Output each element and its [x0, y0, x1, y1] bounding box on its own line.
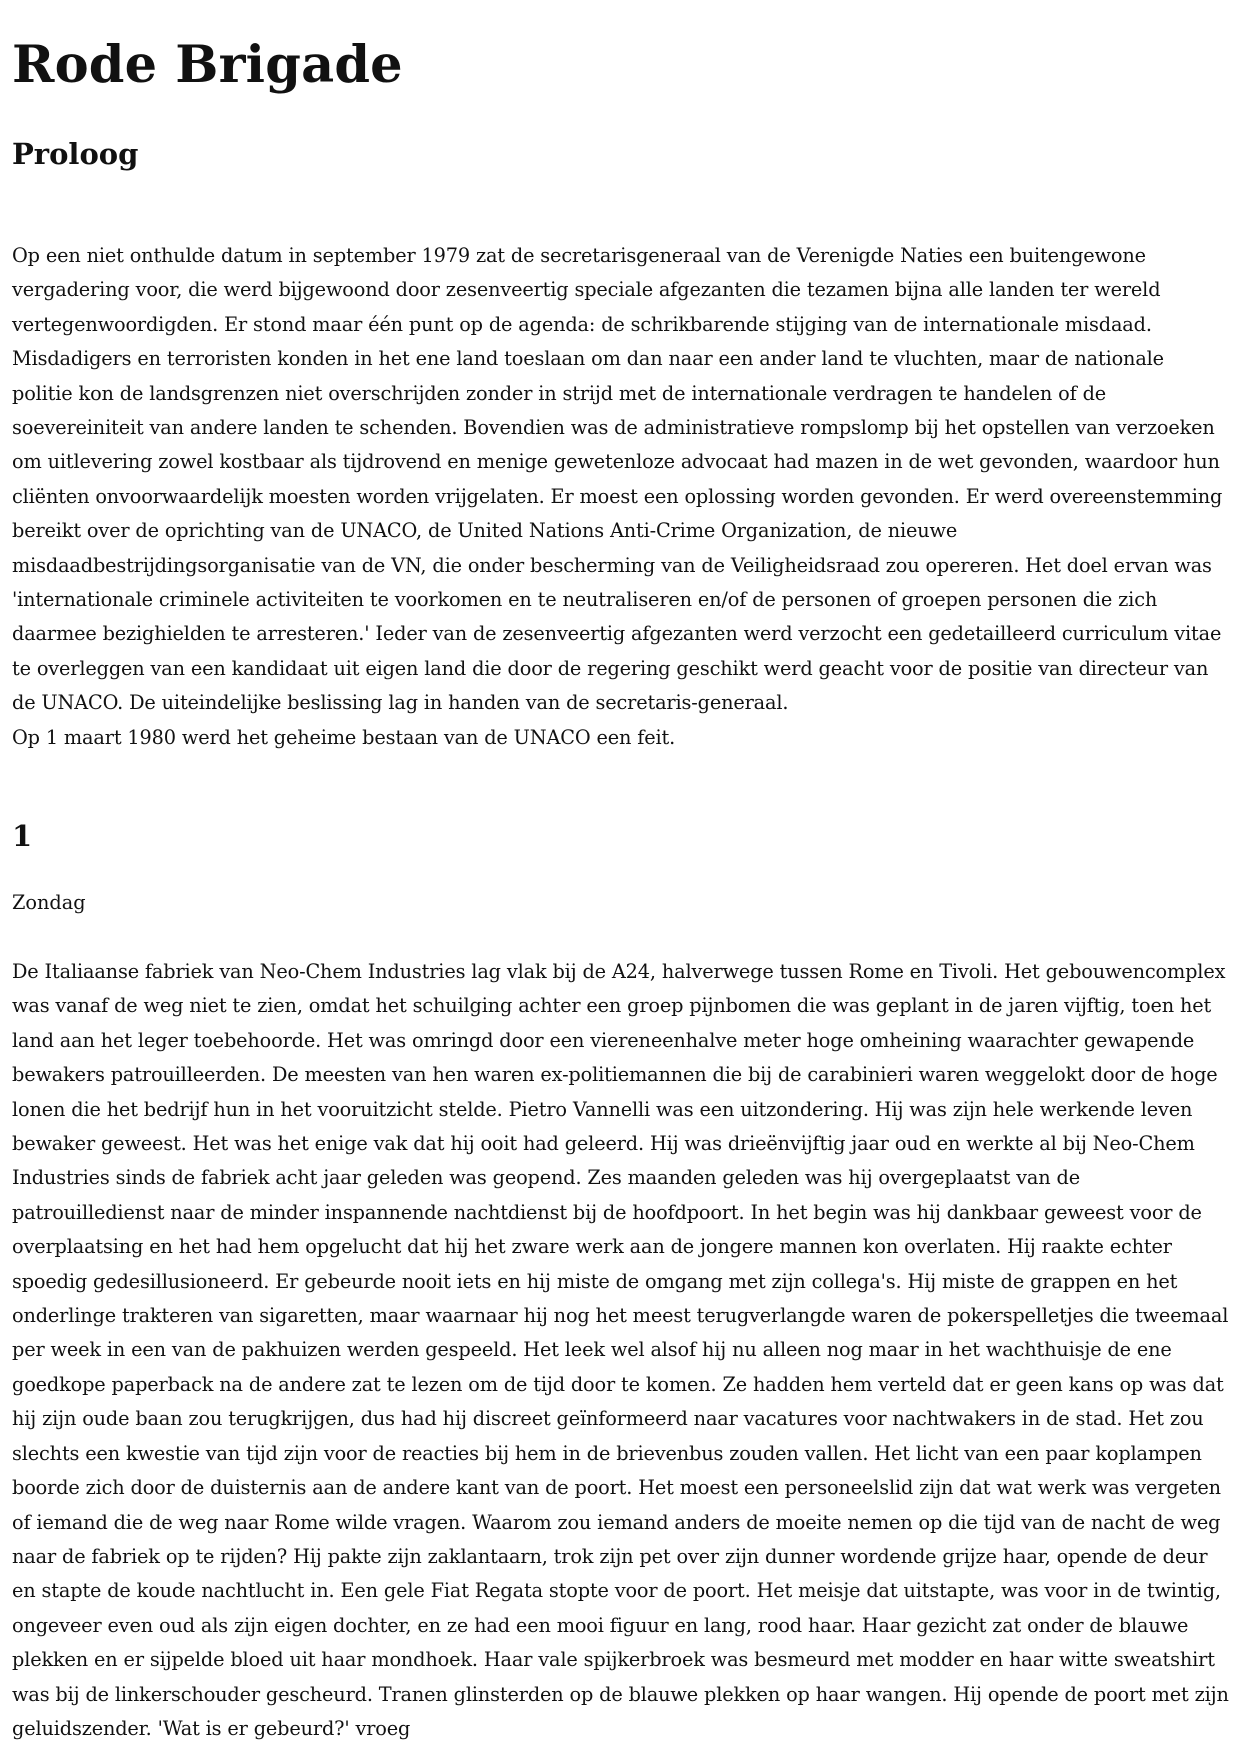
document-title: Rode Brigade	[12, 35, 403, 95]
prologue-paragraph: Op een niet onthulde datum in september 1979 zat de secretarisgeneraal van de Verenigde Naties een buitengewone vergadering voor, die werd bijgewoond door zesenveertig speciale afgezanten die tezamen bijna alle landen ter wereld vertegenwoordigden. Er stond maar één punt op de agenda: de schrikbarende stijging van de internationale misdaad. Misdadigers en terroristen konden in het ene land toeslaan om dan naar een ander land te vluchten, maar de nationale politie kon de landsgrenzen niet overschrijden zonder in strijd met de internationale verdragen te handelen of de soevereiniteit van andere landen te schenden. Bovendien was de administratieve rompslomp bij het opstellen van verzoeken om uitlevering zowel kostbaar als tijdrovend en menige gewetenloze advocaat had mazen in de wet gevonden, waardoor hun cliënten onvoorwaardelijk moesten worden vrijgelaten. Er moest een oplossing worden gevonden. Er werd overeenstemming bereikt over de oprichting van de UNACO, de United Nations Anti-Crime Organization, de nieuwe misdaadbestrijdingsorganisatie van de VN, die onder bescherming van de Veiligheidsraad zou opereren. Het doel ervan was 'internationale criminele activiteiten te voorkomen en te neutraliseren en/of de personen of groepen personen die zich daarmee bezighielden te arresteren.' Ieder van de zesenveertig afgezanten werd verzocht een gedetailleerd curriculum vitae te overleggen van een kandidaat uit eigen land die door de regering geschikt werd geacht voor de positie van directeur van de UNACO. De uiteindelijke beslissing lag in handen van de secretaris-generaal.	[12, 244, 1223, 715]
chapter-day: Zondag	[12, 891, 86, 914]
chapter-paragraph: De Italiaanse fabriek van Neo-Chem Industries lag vlak bij de A24, halverwege tussen Rome en Tivoli. Het gebouwencomplex was vanaf de weg niet te zien, omdat het schuilging achter een groep pijnbomen die was geplant in de jaren vijftig, toen het land aan het leger toebehoorde. Het was omringd door een viereneenhalve meter hoge omheining waarachter gewapende bewakers patrouilleerden. De meesten van hen waren ex-politiemannen die bij de carabinieri waren weggelokt door de hoge lonen die het bedrijf hun in het vooruitzicht stelde. Pietro Vannelli was een uitzondering. Hij was zijn hele werkende leven bewaker geweest. Het was het enige vak dat hij ooit had geleerd. Hij was drieënvijftig jaar oud en werkte al bij Neo-Chem Industries sinds de fabriek acht jaar geleden was geopend. Zes maanden geleden was hij overgeplaatst van de patrouilledienst naar de minder inspannende nachtdienst bij de hoofdpoort. In het begin was hij dankbaar geweest voor de overplaatsing en het had hem opgelucht dat hij het zware werk aan de jongere mannen kon overlaten. Hij raakte echter spoedig gedesillusioneerd. Er gebeurde nooit iets en hij miste de omgang met zijn collega's. Hij miste de grappen en het onderlinge trakteren van sigaretten, maar waarnaar hij nog het meest terugverlangde waren de pokerspelletjes die tweemaal per week in een van de pakhuizen werden gespeeld. Het leek wel alsof hij nu alleen nog maar in het wachthuisje de ene goedkope paperback na de andere zat te lezen om de tijd door te komen. Ze hadden hem verteld dat er geen kans op was dat hij zijn oude baan zou terugkrijgen, dus had hij discreet geïnformeerd naar vacatures voor nachtwakers in de stad. Het zou slechts een kwestie van tijd zijn voor de reacties bij hem in de brievenbus zouden vallen. Het licht van een paar koplampen boorde zich door de duisternis aan de andere kant van de poort. Het moest een personeelslid zijn dat wat werk was vergeten of iemand die de weg naar Rome wilde vragen. Waarom zou iemand anders de moeite nemen op die tijd van de nacht de weg naar de fabriek op te rijden? Hij pakte zijn zaklantaarn, trok zijn pet over zijn dunner wordende grijze haar, opende de deur en stapte de koude nachtlucht in. Een gele Fiat Regata stopte voor de poort. Het meisje dat uitstapte, was voor in de twintig, ongeveer even oud als zijn eigen dochter, en ze had een mooi figuur en lang, rood haar. Haar gezicht zat onder de blauwe plekken en er sijpelde bloed uit haar mondhoek. Haar vale spijkerbroek was besmeurd met modder en haar witte sweatshirt was bij de linkerschouder gescheurd. Tranen glinsterden op de blauwe plekken op haar wangen. Hij opende de poort met zijn geluidszender. 'Wat is er gebeurd?' vroeg	[12, 960, 1229, 1740]
prologue-heading: Proloog	[12, 137, 139, 171]
prologue-closing-line: Op 1 maart 1980 werd het geheime bestaan van de UNACO een feit.	[12, 726, 676, 749]
chapter-number: 1	[12, 819, 33, 853]
